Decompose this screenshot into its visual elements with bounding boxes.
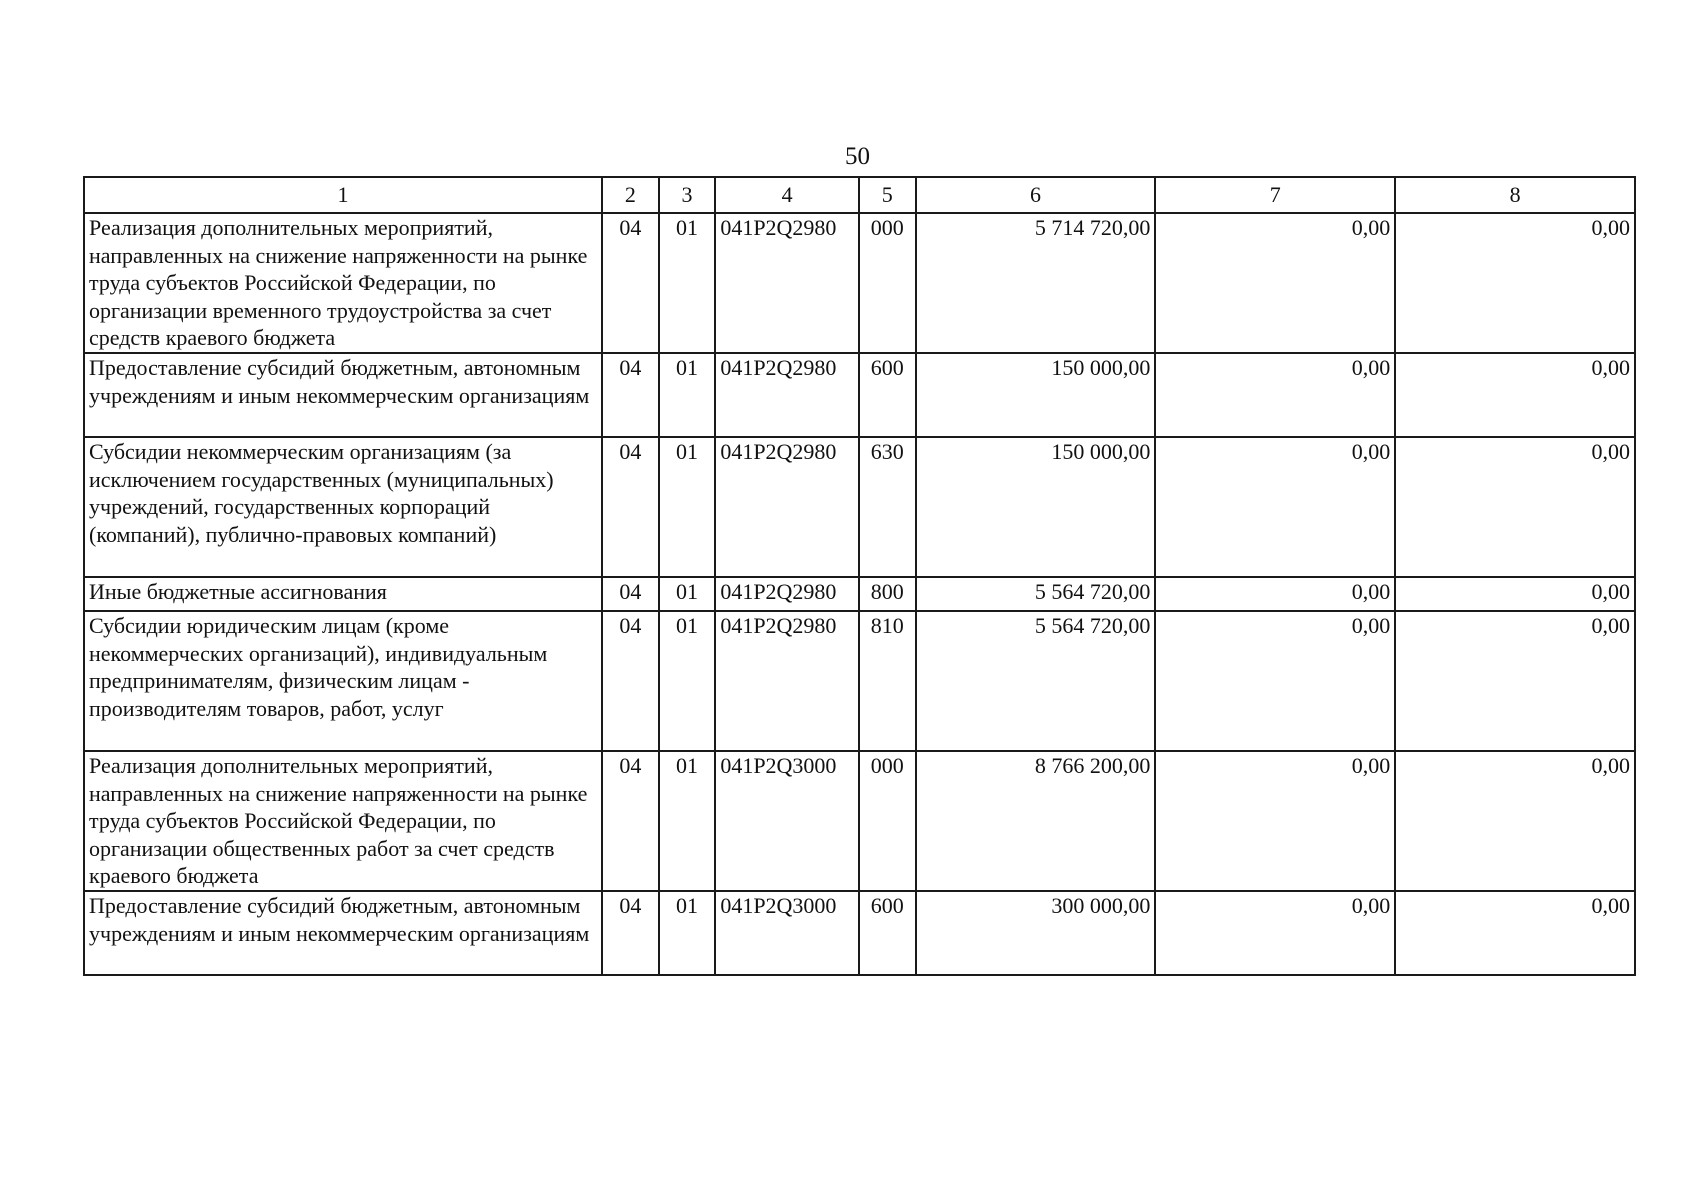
expense-type-code: 630 (859, 437, 916, 577)
table-row (84, 577, 1635, 611)
target-article-code: 041P2Q2980 (715, 577, 859, 611)
amount-col-6: 150 000,00 (916, 353, 1156, 437)
target-article-code: 041P2Q2980 (715, 213, 859, 353)
target-article-code: 041P2Q2980 (715, 437, 859, 577)
header-col-2: 2 (602, 177, 659, 213)
expense-type-code: 800 (859, 577, 916, 611)
section-code: 04 (602, 353, 659, 437)
amount-col-7: 0,00 (1155, 437, 1395, 577)
expense-type-code: 000 (859, 751, 916, 891)
expense-type-code: 600 (859, 353, 916, 437)
header-col-6: 6 (916, 177, 1156, 213)
subsection-code: 01 (659, 437, 716, 577)
row-name: Субсидии юридическим лицам (кроме некоммерческих организаций), индивидуальным предпринимателям, физическим лицам - производителям товаров, работ, услуг (84, 611, 602, 751)
amount-col-7: 0,00 (1155, 353, 1395, 437)
header-col-8: 8 (1395, 177, 1635, 213)
header-col-1: 1 (84, 177, 602, 213)
amount-col-7: 0,00 (1155, 577, 1395, 611)
amount-col-7: 0,00 (1155, 611, 1395, 751)
subsection-code: 01 (659, 751, 716, 891)
subsection-code: 01 (659, 577, 716, 611)
header-col-7: 7 (1155, 177, 1395, 213)
table-row (84, 891, 1635, 975)
target-article-code: 041P2Q2980 (715, 353, 859, 437)
subsection-code: 01 (659, 213, 716, 353)
amount-col-6: 5 564 720,00 (916, 577, 1156, 611)
amount-col-8: 0,00 (1395, 437, 1635, 577)
target-article-code: 041P2Q3000 (715, 891, 859, 975)
header-col-3: 3 (659, 177, 716, 213)
row-name: Реализация дополнительных мероприятий, направленных на снижение напряженности на рынке труда субъектов Российской Федерации, по организации общественных работ за счет средств краевого бюджета (84, 751, 602, 891)
subsection-code: 01 (659, 353, 716, 437)
row-name: Предоставление субсидий бюджетным, автономным учреждениям и иным некоммерческим организациям (84, 891, 602, 975)
budget-table (83, 176, 1636, 976)
section-code: 04 (602, 611, 659, 751)
expense-type-code: 600 (859, 891, 916, 975)
amount-col-6: 8 766 200,00 (916, 751, 1156, 891)
table-row (84, 353, 1635, 437)
header-col-4: 4 (715, 177, 859, 213)
table-row (84, 437, 1635, 577)
section-code: 04 (602, 577, 659, 611)
amount-col-8: 0,00 (1395, 577, 1635, 611)
amount-col-8: 0,00 (1395, 353, 1635, 437)
section-code: 04 (602, 751, 659, 891)
amount-col-6: 150 000,00 (916, 437, 1156, 577)
amount-col-8: 0,00 (1395, 611, 1635, 751)
row-name: Реализация дополнительных мероприятий, направленных на снижение напряженности на рынке труда субъектов Российской Федерации, по организации временного трудоустройства за счет средств краевого бюджета (84, 213, 602, 353)
row-name: Предоставление субсидий бюджетным, автономным учреждениям и иным некоммерческим организациям (84, 353, 602, 437)
table-row (84, 213, 1635, 353)
target-article-code: 041P2Q3000 (715, 751, 859, 891)
row-name: Субсидии некоммерческим организациям (за исключением государственных (муниципальных) учреждений, государственных корпораций (компаний), публично-правовых компаний) (84, 437, 602, 577)
header-row (84, 177, 1635, 213)
section-code: 04 (602, 437, 659, 577)
expense-type-code: 000 (859, 213, 916, 353)
target-article-code: 041P2Q2980 (715, 611, 859, 751)
table-row (84, 611, 1635, 751)
amount-col-6: 300 000,00 (916, 891, 1156, 975)
amount-col-8: 0,00 (1395, 891, 1635, 975)
header-col-5: 5 (859, 177, 916, 213)
table-row (84, 751, 1635, 891)
subsection-code: 01 (659, 891, 716, 975)
amount-col-7: 0,00 (1155, 751, 1395, 891)
section-code: 04 (602, 213, 659, 353)
amount-col-6: 5 564 720,00 (916, 611, 1156, 751)
row-name: Иные бюджетные ассигнования (84, 577, 602, 611)
amount-col-7: 0,00 (1155, 891, 1395, 975)
amount-col-7: 0,00 (1155, 213, 1395, 353)
section-code: 04 (602, 891, 659, 975)
amount-col-6: 5 714 720,00 (916, 213, 1156, 353)
amount-col-8: 0,00 (1395, 213, 1635, 353)
page-number: 50 (845, 143, 870, 170)
expense-type-code: 810 (859, 611, 916, 751)
subsection-code: 01 (659, 611, 716, 751)
amount-col-8: 0,00 (1395, 751, 1635, 891)
